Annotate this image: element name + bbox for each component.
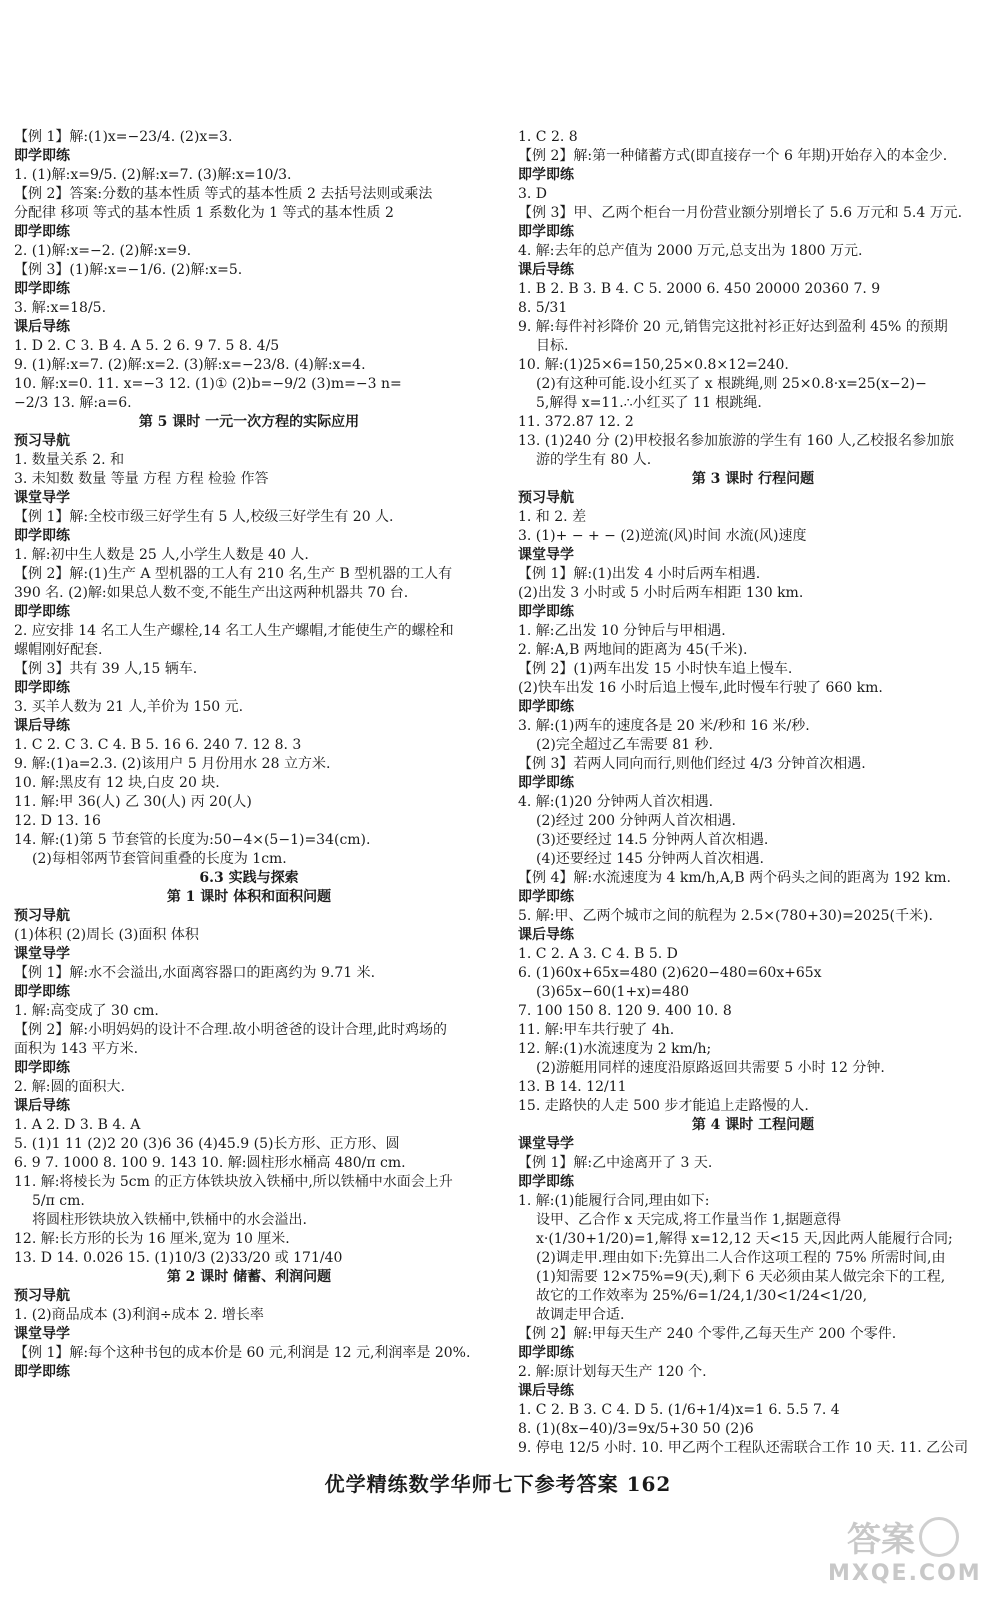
section-heading: 课堂导学 [14, 1326, 70, 1342]
answer-line: (2)出发 3 小时或 5 小时后两车相距 130 km. [518, 585, 804, 601]
answer-line: 【例 1】解:(1)x=−23/4. (2)x=3. [14, 129, 233, 145]
answer-line: 10. 解:(1)25×6=150,25×0.8×12=240. [518, 357, 789, 373]
answer-line: 9. (1)解:x=7. (2)解:x=2. (3)解:x=−23/8. (4)解:x=4. [14, 357, 366, 373]
section-heading: 即学即练 [14, 604, 70, 620]
answer-line: 【例 3】(1)解:x=−1/6. (2)解:x=5. [14, 262, 243, 278]
section-heading: 第 4 课时 工程问题 [691, 1117, 815, 1133]
answer-line: 10. 解:x=0. 11. x=−3 12. (1)① (2)b=−9/2 (3)m=−3 n= [14, 376, 402, 392]
answer-line: 12. 解:(1)水流速度为 2 km/h; [518, 1041, 712, 1057]
answer-line: 1. 数量关系 2. 和 [14, 452, 125, 468]
answer-line: 5,解得 x=11.∴小红买了 11 根跳绳. [536, 395, 762, 411]
answer-line: 1. 解:高变成了 30 cm. [14, 1003, 159, 1019]
section-heading: 即学即练 [518, 167, 574, 183]
answer-line: 11. 解:甲车共行驶了 4h. [518, 1022, 675, 1038]
answer-line: (3)65x−60(1+x)=480 [536, 984, 689, 1000]
section-heading: 课后导练 [14, 1098, 70, 1114]
section-heading: 课后导练 [518, 1383, 574, 1399]
answer-line: 1. B 2. B 3. B 4. C 5. 2000 6. 450 20000 20360 7. 9 [518, 281, 881, 297]
answer-line: 3. 未知数 数量 等量 方程 方程 检验 作答 [14, 471, 269, 487]
answer-line: 螺帽刚好配套. [14, 642, 103, 658]
answer-line: 故调走甲合适. [536, 1307, 625, 1323]
answer-line: 【例 3】甲、乙两个柜台一月份营业额分别增长了 5.6 万元和 5.4 万元. [518, 205, 963, 221]
answer-line: 2. 解:圆的面积大. [14, 1079, 125, 1095]
answer-line: 11. 372.87 12. 2 [518, 414, 634, 430]
answer-line: 1. D 2. C 3. B 4. A 5. 2 6. 9 7. 5 8. 4/5 [14, 338, 280, 354]
section-heading: 第 3 课时 行程问题 [691, 471, 815, 487]
answer-line: (1)知需要 12×75%=9(天),剩下 6 天必须由某人做完余下的工程, [536, 1269, 946, 1285]
answer-line: 2. 应安排 14 名工人生产螺栓,14 名工人生产螺帽,才能使生产的螺栓和 [14, 623, 454, 639]
answer-line: (2)有这种可能.设小红买了 x 根跳绳,则 25×0.8·x=25(x−2)− [536, 376, 927, 392]
section-heading: 课堂导学 [14, 490, 70, 506]
section-heading: 即学即练 [518, 775, 574, 791]
answer-line: 4. 解:(1)20 分钟两人首次相遇. [518, 794, 714, 810]
answer-line: 11. 解:甲 36(人) 乙 30(人) 丙 20(人) [14, 794, 252, 810]
section-heading: 课后导练 [14, 718, 70, 734]
answer-line: 游的学生有 80 人. [536, 452, 652, 468]
section-heading: 即学即练 [518, 889, 574, 905]
answer-line: (1)体积 (2)周长 (3)面积 体积 [14, 927, 199, 943]
answer-line: 13. (1)240 分 (2)甲校报名参加旅游的学生有 160 人,乙校报名参加旅 [518, 433, 955, 449]
section-heading: 即学即练 [14, 281, 70, 297]
answer-line: 5. (1)1 11 (2)2 20 (3)6 36 (4)45.9 (5)长方形、正方形、圆 [14, 1136, 400, 1152]
answer-line: 8. 5/31 [518, 300, 568, 316]
answer-line: 13. D 14. 0.026 15. (1)10/3 (2)33/20 或 171/40 [14, 1250, 343, 1266]
answer-line: 1. C 2. C 3. C 4. B 5. 16 6. 240 7. 12 8. 3 [14, 737, 302, 753]
answer-line: 9. 解:每件衬衫降价 20 元,销售完这批衬衫正好达到盈利 45% 的预期 [518, 319, 948, 335]
section-heading: 课堂导学 [14, 946, 70, 962]
answer-line: 1. C 2. A 3. C 4. B 5. D [518, 946, 678, 962]
answer-line: x·(1/30+1/20)=1,解得 x=12,12 天<15 天,因此两人能履行合同; [536, 1231, 953, 1247]
answer-line: 1. 解:乙出发 10 分钟后与甲相遇. [518, 623, 726, 639]
answer-line: 将圆柱形铁块放入铁桶中,铁桶中的水会溢出. [32, 1212, 307, 1228]
answer-line: 9. 停电 12/5 小时. 10. 甲乙两个工程队还需联合工作 10 天. 11. 乙公司 [518, 1440, 969, 1456]
answer-line: 【例 2】解:甲每天生产 240 个零件,乙每天生产 200 个零件. [518, 1326, 897, 1342]
answer-line: 1. A 2. D 3. B 4. A [14, 1117, 141, 1133]
answer-line: 2. (1)解:x=−2. (2)解:x=9. [14, 243, 192, 259]
answer-line: 3. 买羊人数为 21 人,羊价为 150 元. [14, 699, 244, 715]
section-heading: 即学即练 [518, 1174, 574, 1190]
section-heading: 课后导练 [518, 262, 574, 278]
answer-line: 【例 1】解:(1)出发 4 小时后两车相遇. [518, 566, 761, 582]
answer-line: 【例 2】解:小明妈妈的设计不合理.故小明爸爸的设计合理,此时鸡场的 [14, 1022, 447, 1038]
answer-line: 9. 解:(1)a=2.3. (2)该用户 5 月份用水 28 立方米. [14, 756, 331, 772]
answer-line: 1. 解:(1)能履行合同,理由如下: [518, 1193, 710, 1209]
section-heading: 课后导练 [14, 319, 70, 335]
seal-icon [919, 1517, 959, 1557]
answer-line: 5/π cm. [32, 1193, 85, 1209]
answer-line: 15. 走路快的人走 500 步才能追上走路慢的人. [518, 1098, 809, 1114]
answer-line: (2)每相邻两节套管间重叠的长度为 1cm. [32, 851, 287, 867]
answer-line: 12. D 13. 16 [14, 813, 101, 829]
answer-line: −2/3 13. 解:a=6. [14, 395, 132, 411]
answer-line: 【例 1】解:乙中途离开了 3 天. [518, 1155, 713, 1171]
answer-line: (2)调走甲.理由如下:先算出二人合作这项工程的 75% 所需时间,由 [536, 1250, 946, 1266]
section-heading: 即学即练 [14, 528, 70, 544]
section-heading: 预习导航 [14, 433, 70, 449]
answer-line: 10. 解:黑皮有 12 块,白皮 20 块. [14, 775, 220, 791]
answer-line: (2)经过 200 分钟两人首次相遇. [536, 813, 736, 829]
section-heading: 第 2 课时 储蓄、利润问题 [166, 1269, 332, 1285]
answer-line: 5. 解:甲、乙两个城市之间的航程为 2.5×(780+30)=2025(千米). [518, 908, 933, 924]
section-heading: 即学即练 [518, 699, 574, 715]
section-heading: 第 1 课时 体积和面积问题 [166, 889, 332, 905]
answer-line: 【例 2】答案:分数的基本性质 等式的基本性质 2 去括号法则或乘法 [14, 186, 433, 202]
answer-line: 【例 2】(1)两车出发 15 小时快车追上慢车. [518, 661, 793, 677]
section-heading: 课后导练 [518, 927, 574, 943]
answer-line: 3. 解:x=18/5. [14, 300, 107, 316]
answer-line: 【例 2】解:(1)生产 A 型机器的工人有 210 名,生产 B 型机器的工人有 [14, 566, 453, 582]
answer-line: 【例 1】解:全校市级三好学生有 5 人,校级三好学生有 20 人. [14, 509, 394, 525]
right-column [518, 128, 988, 1458]
section-heading: 即学即练 [518, 1345, 574, 1361]
left-column [14, 128, 484, 1382]
section-heading: 预习导航 [14, 908, 70, 924]
answer-line: 8. (1)(8x−40)/3=9x/5+30 50 (2)6 [518, 1421, 754, 1437]
section-heading: 课堂导学 [518, 547, 574, 563]
section-heading: 预习导航 [14, 1288, 70, 1304]
answer-line: (3)还要经过 14.5 分钟两人首次相遇. [536, 832, 769, 848]
answer-line: 14. 解:(1)第 5 节套管的长度为:50−4×(5−1)=34(cm). [14, 832, 371, 848]
section-heading: 即学即练 [14, 224, 70, 240]
answer-line: 【例 1】解:水不会溢出,水面离容器口的距离约为 9.71 米. [14, 965, 376, 981]
answer-line: 1. C 2. B 3. C 4. D 5. (1/6+1/4)x=1 6. 5.5 7. 4 [518, 1402, 840, 1418]
section-heading: 6.3 实践与探索 [199, 870, 299, 886]
section-heading: 即学即练 [14, 984, 70, 1000]
page-footer: 优学精练数学华师七下参考答案 162 [324, 1472, 672, 1496]
answer-line: 故它的工作效率为 25%/6=1/24,1/30<1/24<1/20, [536, 1288, 868, 1304]
answer-line: 11. 解:将棱长为 5cm 的正方体铁块放入铁桶中,所以铁桶中水面会上升 [14, 1174, 453, 1190]
answer-line: 目标. [536, 338, 569, 354]
section-heading: 即学即练 [518, 604, 574, 620]
answer-line: 2. 解:原计划每天生产 120 个. [518, 1364, 707, 1380]
answer-line: 4. 解:去年的总产值为 2000 万元,总支出为 1800 万元. [518, 243, 863, 259]
answer-line: 【例 3】若两人同向而行,则他们经过 4/3 分钟首次相遇. [518, 756, 866, 772]
answer-line: 13. B 14. 12/11 [518, 1079, 627, 1095]
answer-line: 12. 解:长方形的长为 16 厘米,宽为 10 厘米. [14, 1231, 290, 1247]
answer-line: (2)游艇用同样的速度沿原路返回共需要 5 小时 12 分钟. [536, 1060, 885, 1076]
section-heading: 即学即练 [14, 680, 70, 696]
answer-line: 1. 解:初中生人数是 25 人,小学生人数是 40 人. [14, 547, 309, 563]
answer-line: (2)完全超过乙车需要 81 秒. [536, 737, 713, 753]
answer-line: 【例 4】解:水流速度为 4 km/h,A,B 两个码头之间的距离为 192 km. [518, 870, 951, 886]
watermark-logo: 答案 MXQE.COM [828, 1512, 978, 1586]
answer-line: (2)快车出发 16 小时后追上慢车,此时慢车行驶了 660 km. [518, 680, 883, 696]
answer-line: (4)还要经过 145 分钟两人首次相遇. [536, 851, 764, 867]
section-heading: 第 5 课时 一元一次方程的实际应用 [138, 414, 360, 430]
answer-line: 3. (1)+ − + − (2)逆流(风)时间 水流(风)速度 [518, 528, 807, 544]
section-heading: 即学即练 [518, 224, 574, 240]
answer-line: 面积为 143 平方米. [14, 1041, 139, 1057]
answer-line: 7. 100 150 8. 120 9. 400 10. 8 [518, 1003, 732, 1019]
answer-line: 1. (2)商品成本 (3)利润÷成本 2. 增长率 [14, 1307, 264, 1323]
answer-line: 1. C 2. 8 [518, 129, 578, 145]
answer-line: 【例 2】解:第一种储蓄方式(即直接存一个 6 年期)开始存入的本金少. [518, 148, 948, 164]
section-heading: 即学即练 [14, 1364, 70, 1380]
section-heading: 即学即练 [14, 148, 70, 164]
section-heading: 预习导航 [518, 490, 574, 506]
section-heading: 即学即练 [14, 1060, 70, 1076]
answer-line: 6. 9 7. 1000 8. 100 9. 143 10. 解:圆柱形水桶高 480/π cm. [14, 1155, 406, 1171]
answer-line: 3. 解:(1)两车的速度各是 20 米/秒和 16 米/秒. [518, 718, 810, 734]
section-heading: 课堂导学 [518, 1136, 574, 1152]
answer-line: 设甲、乙合作 x 天完成,将工作量当作 1,据题意得 [536, 1212, 842, 1228]
answer-line: 【例 3】共有 39 人,15 辆车. [14, 661, 198, 677]
answer-line: 390 名. (2)解:如果总人数不变,不能生产出这两种机器共 70 台. [14, 585, 409, 601]
answer-line: 2. 解:A,B 两地间的距离为 45(千米). [518, 642, 748, 658]
answer-line: 6. (1)60x+65x=480 (2)620−480=60x+65x [518, 965, 822, 981]
answer-line: 1. 和 2. 差 [518, 509, 587, 525]
answer-line: 分配律 移项 等式的基本性质 1 系数化为 1 等式的基本性质 2 [14, 205, 394, 221]
answer-line: 1. (1)解:x=9/5. (2)解:x=7. (3)解:x=10/3. [14, 167, 292, 183]
answer-line: 3. D [518, 186, 548, 202]
answer-line: 【例 1】解:每个这种书包的成本价是 60 元,利润是 12 元,利润率是 20%. [14, 1345, 471, 1361]
